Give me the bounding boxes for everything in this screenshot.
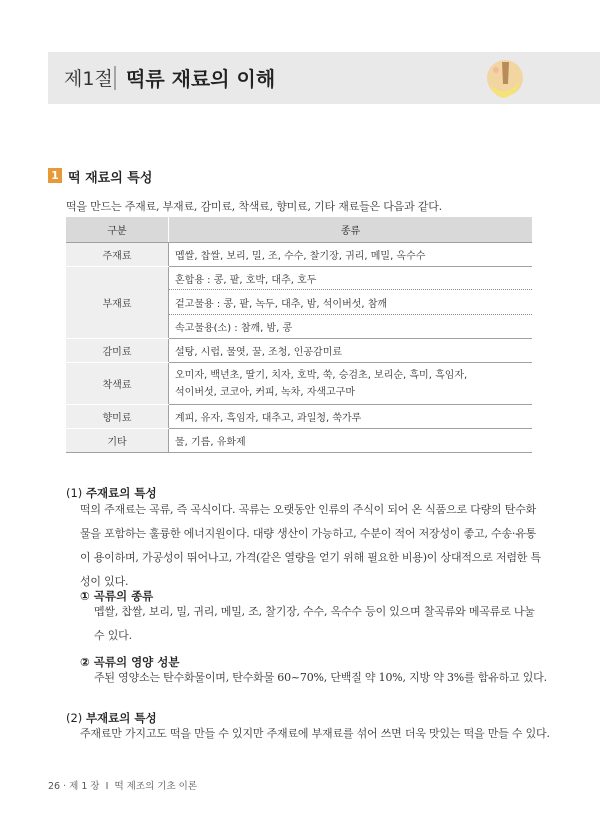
row-items: 속고물용(소) : 참깨, 밤, 콩: [169, 315, 533, 339]
table-row: [66, 243, 532, 267]
paragraph-line: 이 용이하며, 가공성이 뛰어나고, 가격(같은 열량을 얻기 위해 필요한 비용)이 상대적으로 저렴한 특: [80, 551, 541, 564]
row-category: 향미료: [66, 405, 169, 429]
subsection-number: (1): [66, 486, 83, 500]
footer-title: 떡 제조의 기초 이론: [114, 781, 197, 792]
table-row: [66, 405, 532, 429]
paragraph-line: 떡의 주재료는 곡류, 즉 곡식이다. 곡류는 오랫동안 인류의 주식이 되어 온 식품으로 다량의 탄수화: [80, 503, 537, 516]
table-header-category: 구분: [66, 217, 169, 243]
chapter-section-number: 제1절: [64, 68, 113, 90]
item-heading: ② 곡류의 영양 성분: [80, 655, 180, 669]
table-row: [66, 339, 532, 363]
footer-chapter: 제 1 장: [69, 781, 100, 792]
section-number-badge: 1: [48, 168, 62, 183]
paragraph-line: 주된 영양소는 탄수화물이며, 탄수화물 60~70%, 단백질 약 10%, 지방 약 3%를 함유하고 있다.: [94, 671, 547, 684]
subsection-title: 주재료의 특성: [85, 486, 157, 500]
table-row: [66, 429, 532, 453]
section-title: 떡 재료의 특성: [68, 171, 153, 186]
row-items: [169, 363, 533, 405]
table-row: [66, 267, 532, 290]
paragraph-line: 성이 있다.: [80, 575, 129, 588]
row-items: 겉고물용 : 콩, 팥, 녹두, 대추, 밤, 석이버섯, 참깨: [169, 290, 533, 315]
item-heading: ① 곡류의 종류: [80, 589, 154, 603]
materials-table: [66, 217, 532, 453]
paragraph-line: 물을 포함하는 훌륭한 에너지원이다. 대량 생산이 가능하고, 수분이 적어 저장성이 좋고, 수송·유통: [80, 527, 537, 540]
paragraph-line: 멥쌀, 찹쌀, 보리, 밀, 귀리, 메밀, 조, 찰기장, 수수, 옥수수 등이 있으며 찰곡류와 메곡류로 나눌: [94, 605, 535, 618]
row-category: 부재료: [66, 267, 169, 339]
paragraph-line: 수 있다.: [94, 629, 132, 642]
subsection-number: (2): [66, 711, 83, 725]
row-items-line: 석이버섯, 코코아, 커피, 녹차, 자색고구마: [175, 386, 355, 398]
row-items: 물, 기름, 유화제: [169, 429, 533, 453]
row-items: 혼합용 : 콩, 팥, 호박, 대추, 호두: [169, 267, 533, 290]
table-header-items: 종류: [169, 217, 533, 243]
subsection-title: 부재료의 특성: [85, 711, 157, 725]
row-items: 계피, 유자, 흑임자, 대추고, 과일청, 쑥가루: [169, 405, 533, 429]
page-footer: 26 · 제 1 장 I 떡 제조의 기초 이론: [48, 781, 197, 792]
item-paragraph: [94, 600, 535, 648]
footer-separator: I: [105, 781, 109, 792]
row-items: 설탕, 시럽, 물엿, 꿀, 조청, 인공감미료: [169, 339, 533, 363]
chapter-title: 떡류 재료의 이해: [126, 67, 276, 91]
pastry-illustration-icon: [484, 58, 524, 102]
paragraph-line: 주재료만 가지고도 떡을 만들 수 있지만 주재료에 부재료를 섞어 쓰면 더욱 맛있는 떡을 만들 수 있다.: [80, 727, 550, 740]
row-category: 주재료: [66, 243, 169, 267]
row-category: 착색료: [66, 363, 169, 405]
row-items-line: 오미자, 백년초, 딸기, 치자, 호박, 쑥, 승검초, 보리순, 흑미, 흑임자,: [175, 369, 468, 381]
row-category: 기타: [66, 429, 169, 453]
chapter-divider: [114, 66, 116, 90]
subsection-paragraph: [80, 498, 541, 594]
row-items: 멥쌀, 찹쌀, 보리, 밀, 조, 수수, 찰기장, 귀리, 메밀, 옥수수: [169, 243, 533, 267]
table-header-row: [66, 217, 532, 243]
subsection-paragraph: [80, 722, 550, 746]
table-row: [66, 363, 532, 405]
row-category: 감미료: [66, 339, 169, 363]
item-paragraph: [94, 666, 547, 690]
section-intro: 떡을 만드는 주재료, 부재료, 감미료, 착색료, 향미료, 기타 재료들은 다음과 같다.: [66, 200, 442, 213]
page-number: 26: [48, 781, 61, 792]
